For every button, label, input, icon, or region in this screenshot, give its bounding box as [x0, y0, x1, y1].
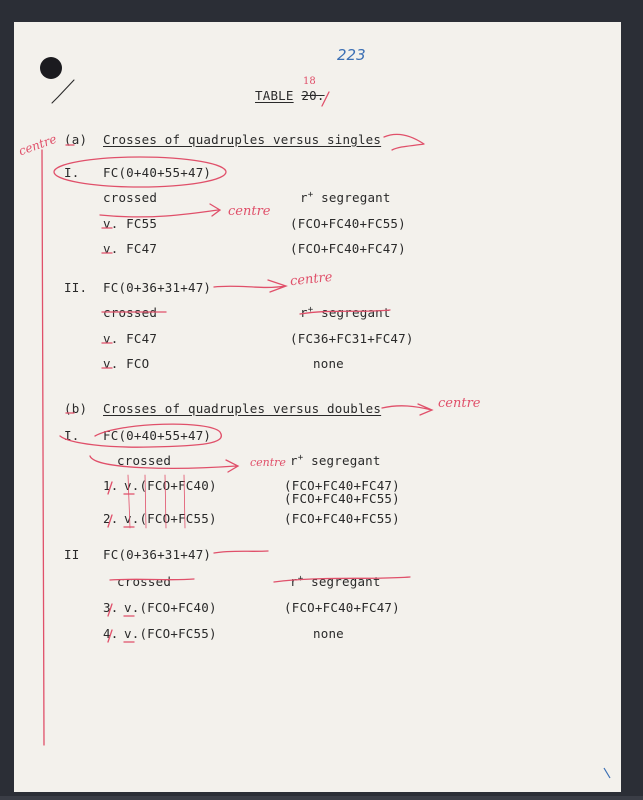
section-b-annotation: centre — [438, 396, 481, 411]
section-b-group-I-row-2-num: 2. — [103, 511, 119, 526]
archive-number: 223 — [337, 46, 366, 64]
section-a-group-II-annotation: centre — [289, 269, 334, 290]
section-b-group-II-row-1-cross: v.(FCO+FC40) — [124, 600, 217, 615]
section-b-group-II-strain: FC(0+36+31+47) — [103, 547, 212, 562]
section-a-group-I-col-segregant: r+ segregant — [300, 190, 391, 205]
tick-num-4 — [108, 630, 112, 642]
section-a-group-I-row-2-result: (FCO+FC40+FC47) — [290, 241, 406, 256]
section-b-group-I-col-crossed: crossed — [117, 453, 172, 468]
section-a-group-II-strain: FC(0+36+31+47) — [103, 280, 212, 295]
dash-b-II — [214, 551, 268, 553]
tick-num-1 — [108, 482, 112, 494]
section-b-group-I-numeral: I. — [64, 428, 80, 443]
strike-a-II-segregant — [300, 310, 390, 314]
centre-arrow-a-I — [100, 204, 220, 217]
blue-tick — [604, 768, 610, 778]
section-b-group-I-strain: FC(0+40+55+47) — [103, 428, 212, 443]
check-icon — [52, 80, 74, 103]
section-b-group-II-row-2-cross: v.(FCO+FC55) — [124, 626, 217, 641]
section-b-arrow — [382, 404, 432, 415]
centre-arrow-b-I — [90, 456, 238, 472]
red-pencil-marks — [42, 92, 432, 745]
grid-line-2 — [145, 475, 146, 528]
section-a-group-II-col-segregant: r+ segregant — [300, 305, 391, 320]
section-a-group-II-numeral: II. — [64, 280, 88, 295]
correction-slash — [322, 92, 329, 106]
section-a-group-II-row-2-cross: v. FCO — [103, 356, 150, 371]
section-a-group-I-col-crossed: crossed — [103, 190, 158, 205]
section-a-group-II-row-1-result: (FC36+FC31+FC47) — [290, 331, 414, 346]
section-b-group-II-numeral: II — [64, 547, 80, 562]
section-a-label: (a) — [64, 132, 88, 147]
section-a-arrow — [384, 134, 424, 150]
table-number-struck: 20. — [301, 88, 325, 103]
section-a-group-I-row-1-result: (FCO+FC40+FC55) — [290, 216, 406, 231]
strike-b-II-segregant — [274, 577, 410, 582]
margin-note: centre — [16, 131, 59, 159]
section-b-group-II-col-segregant: r+ segregant — [290, 574, 381, 589]
section-b-group-II-col-crossed: crossed — [117, 574, 172, 589]
section-b-group-I-row-1-result-2: (FCO+FC40+FC55) — [284, 491, 400, 506]
section-b-group-II-row-2-result: none — [313, 626, 344, 641]
section-a-title: Crosses of quadruples versus singles — [103, 132, 382, 147]
section-b-group-II-row-2-num: 4. — [103, 626, 119, 641]
section-b-group-I-annotation: centre — [250, 456, 286, 469]
section-a-group-I-numeral: I. — [64, 165, 80, 180]
section-a-group-I-row-1-cross: v. FC55 — [103, 216, 158, 231]
table-number-corrected: 18 — [303, 76, 316, 87]
section-b-group-I-row-1-num: 1. — [103, 478, 119, 493]
tick-num-2 — [108, 515, 112, 527]
group-b-I-loop — [60, 424, 221, 447]
margin-line — [42, 150, 44, 745]
section-a-group-I-strain: FC(0+40+55+47) — [103, 165, 212, 180]
section-b-group-II-row-1-num: 3. — [103, 600, 119, 615]
section-b-group-I-row-1-result: (FCO+FC40+FC47) — [284, 478, 400, 493]
strike-b-II-crossed — [110, 579, 194, 580]
section-b-group-II-row-1-result: (FCO+FC40+FC47) — [284, 600, 400, 615]
centre-arrow-a-II — [214, 280, 286, 292]
blue-pencil-marks — [604, 768, 610, 778]
pencil-checkmark — [52, 80, 74, 103]
section-a-group-II-row-1-cross: v. FC47 — [103, 331, 158, 346]
grid-line-4 — [184, 475, 185, 528]
section-b-label: (b) — [64, 401, 88, 416]
group-a-I-loop — [54, 157, 226, 187]
section-a-group-I-row-2-cross: v. FC47 — [103, 241, 158, 256]
section-a-group-I-annotation: centre — [228, 204, 271, 219]
section-b-title: Crosses of quadruples versus doubles — [103, 401, 382, 416]
section-b-group-I-row-1-cross: v.(FCO+FC40) — [124, 478, 217, 493]
section-b-group-I-row-2-cross: v.(FCO+FC55) — [124, 511, 217, 526]
section-b-group-I-col-segregant: r+ segregant — [290, 453, 381, 468]
grid-line-1 — [128, 475, 130, 528]
section-b-group-I-row-2-result: (FCO+FC40+FC55) — [284, 511, 400, 526]
tick-num-3 — [108, 604, 112, 616]
section-a-group-II-row-2-result: none — [313, 356, 344, 371]
table-label: TABLE — [255, 88, 294, 103]
grid-line-3 — [165, 475, 166, 528]
section-a-group-II-col-crossed: crossed — [103, 305, 158, 320]
